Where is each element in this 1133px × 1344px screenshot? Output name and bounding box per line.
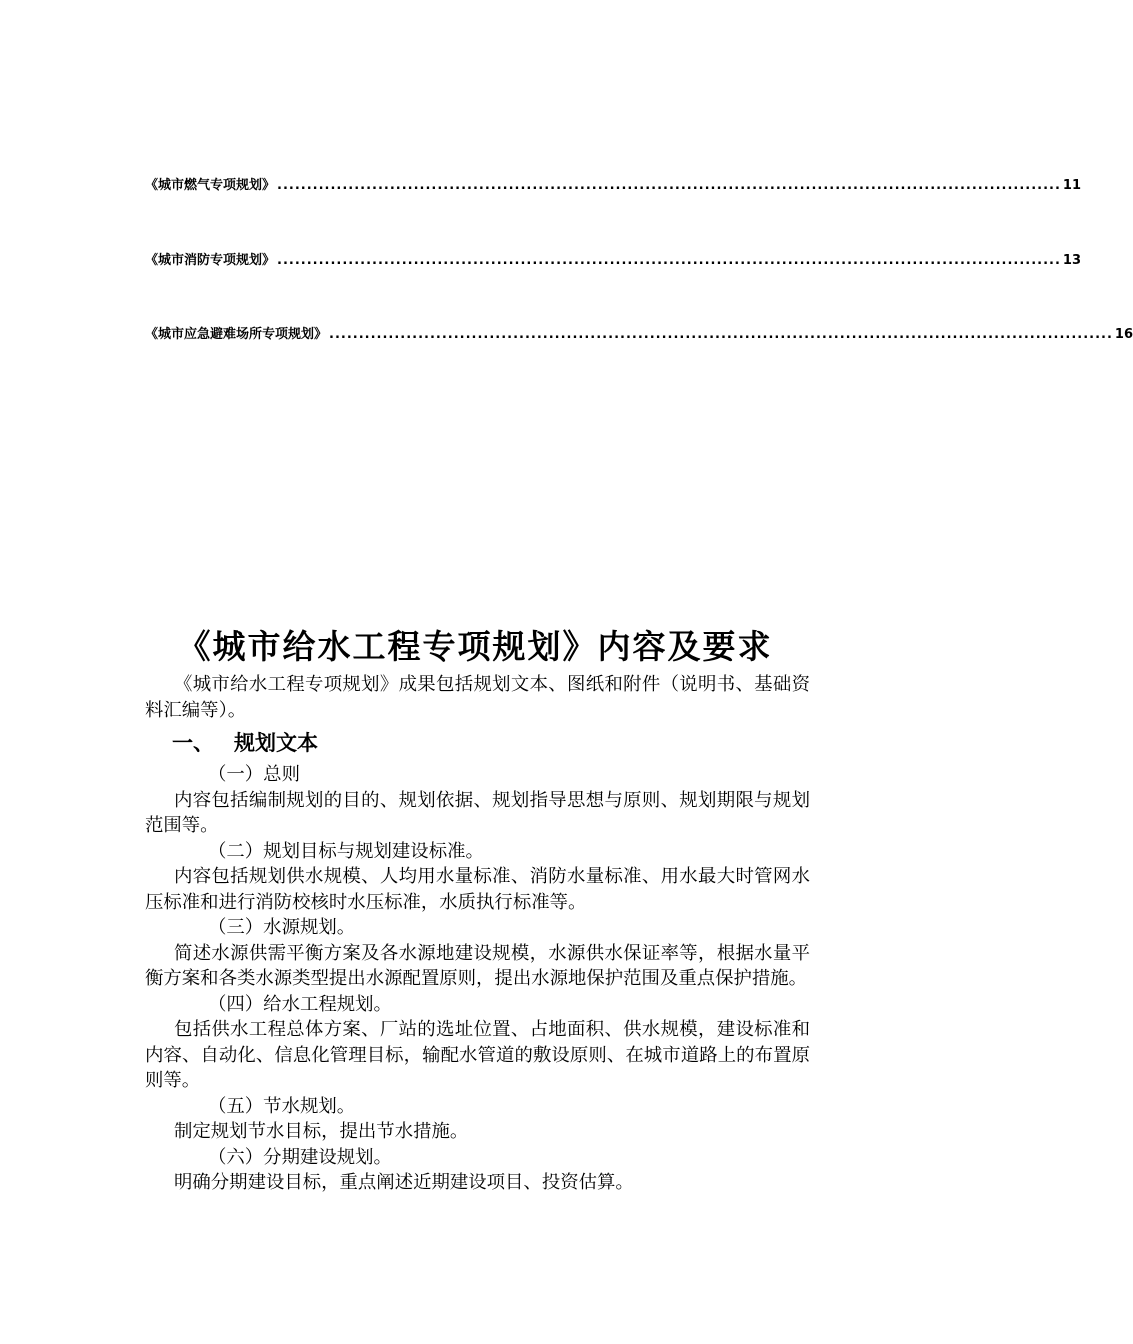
toc-dot-leader: .................................................................................................................................... xyxy=(277,253,1061,268)
toc-entry-gas[interactable] xyxy=(145,177,1081,195)
document-body xyxy=(145,672,810,1196)
toc-page-number: 13 xyxy=(1062,253,1081,268)
toc-page-number: 11 xyxy=(1062,178,1081,193)
intro-paragraph: 《城市给水工程专项规划》成果包括规划文本、图纸和附件（说明书、基础资料汇编等）。 xyxy=(145,674,810,721)
toc-entry-title: 《城市应急避难场所专项规划》 xyxy=(145,327,328,342)
toc-entry-title: 《城市消防专项规划》 xyxy=(145,253,276,268)
section-heading xyxy=(145,728,810,758)
body-paragraph: 明确分期建设目标，重点阐述近期建设项目、投资估算。 xyxy=(174,1172,634,1193)
subsection-heading: （一）总则 xyxy=(208,764,300,785)
subsection-heading: （二）规划目标与规划建设标准。 xyxy=(208,840,484,862)
toc-page-number: 16 xyxy=(1114,327,1133,342)
toc-dot-leader: .................................................................................................................................... xyxy=(277,178,1061,193)
body-paragraph: 内容包括规划供水规模、人均用水量标准、消防水量标准、用水最大时管网水压标准和进行消防校核时水压标准，水质执行标准等。 xyxy=(145,866,810,913)
toc-entry-fire[interactable] xyxy=(145,252,1081,270)
section-number: 一、 xyxy=(172,731,214,755)
toc-entry-shelter[interactable] xyxy=(145,326,1133,344)
body-paragraph: 制定规划节水目标，提出节水措施。 xyxy=(174,1121,469,1142)
toc-entry-title: 《城市燃气专项规划》 xyxy=(145,178,276,193)
subsection-heading: （四）给水工程规划。 xyxy=(208,993,392,1015)
subsection-heading: （三）水源规划。 xyxy=(208,917,356,938)
subsection-heading: （六）分期建设规划。 xyxy=(208,1146,392,1168)
subsection-heading: （五）节水规划。 xyxy=(208,1095,356,1117)
body-paragraph: 内容包括编制规划的目的、规划依据、规划指导思想与原则、规划期限与规划范围等。 xyxy=(145,789,810,836)
toc-dot-leader: .................................................................................................................................... xyxy=(329,327,1113,342)
body-paragraph: 简述水源供需平衡方案及各水源地建设规模，水源供水保证率等，根据水量平衡方案和各类水源类型提出水源配置原则，提出水源地保护范围及重点保护措施。 xyxy=(145,942,810,989)
document-title: 《城市给水工程专项规划》内容及要求 xyxy=(177,627,773,666)
section-label: 规划文本 xyxy=(234,731,318,755)
body-paragraph: 包括供水工程总体方案、厂站的选址位置、占地面积、供水规模，建设标准和内容、自动化、信息化管理目标，输配水管道的敷设原则、在城市道路上的布置原则等。 xyxy=(145,1019,810,1091)
